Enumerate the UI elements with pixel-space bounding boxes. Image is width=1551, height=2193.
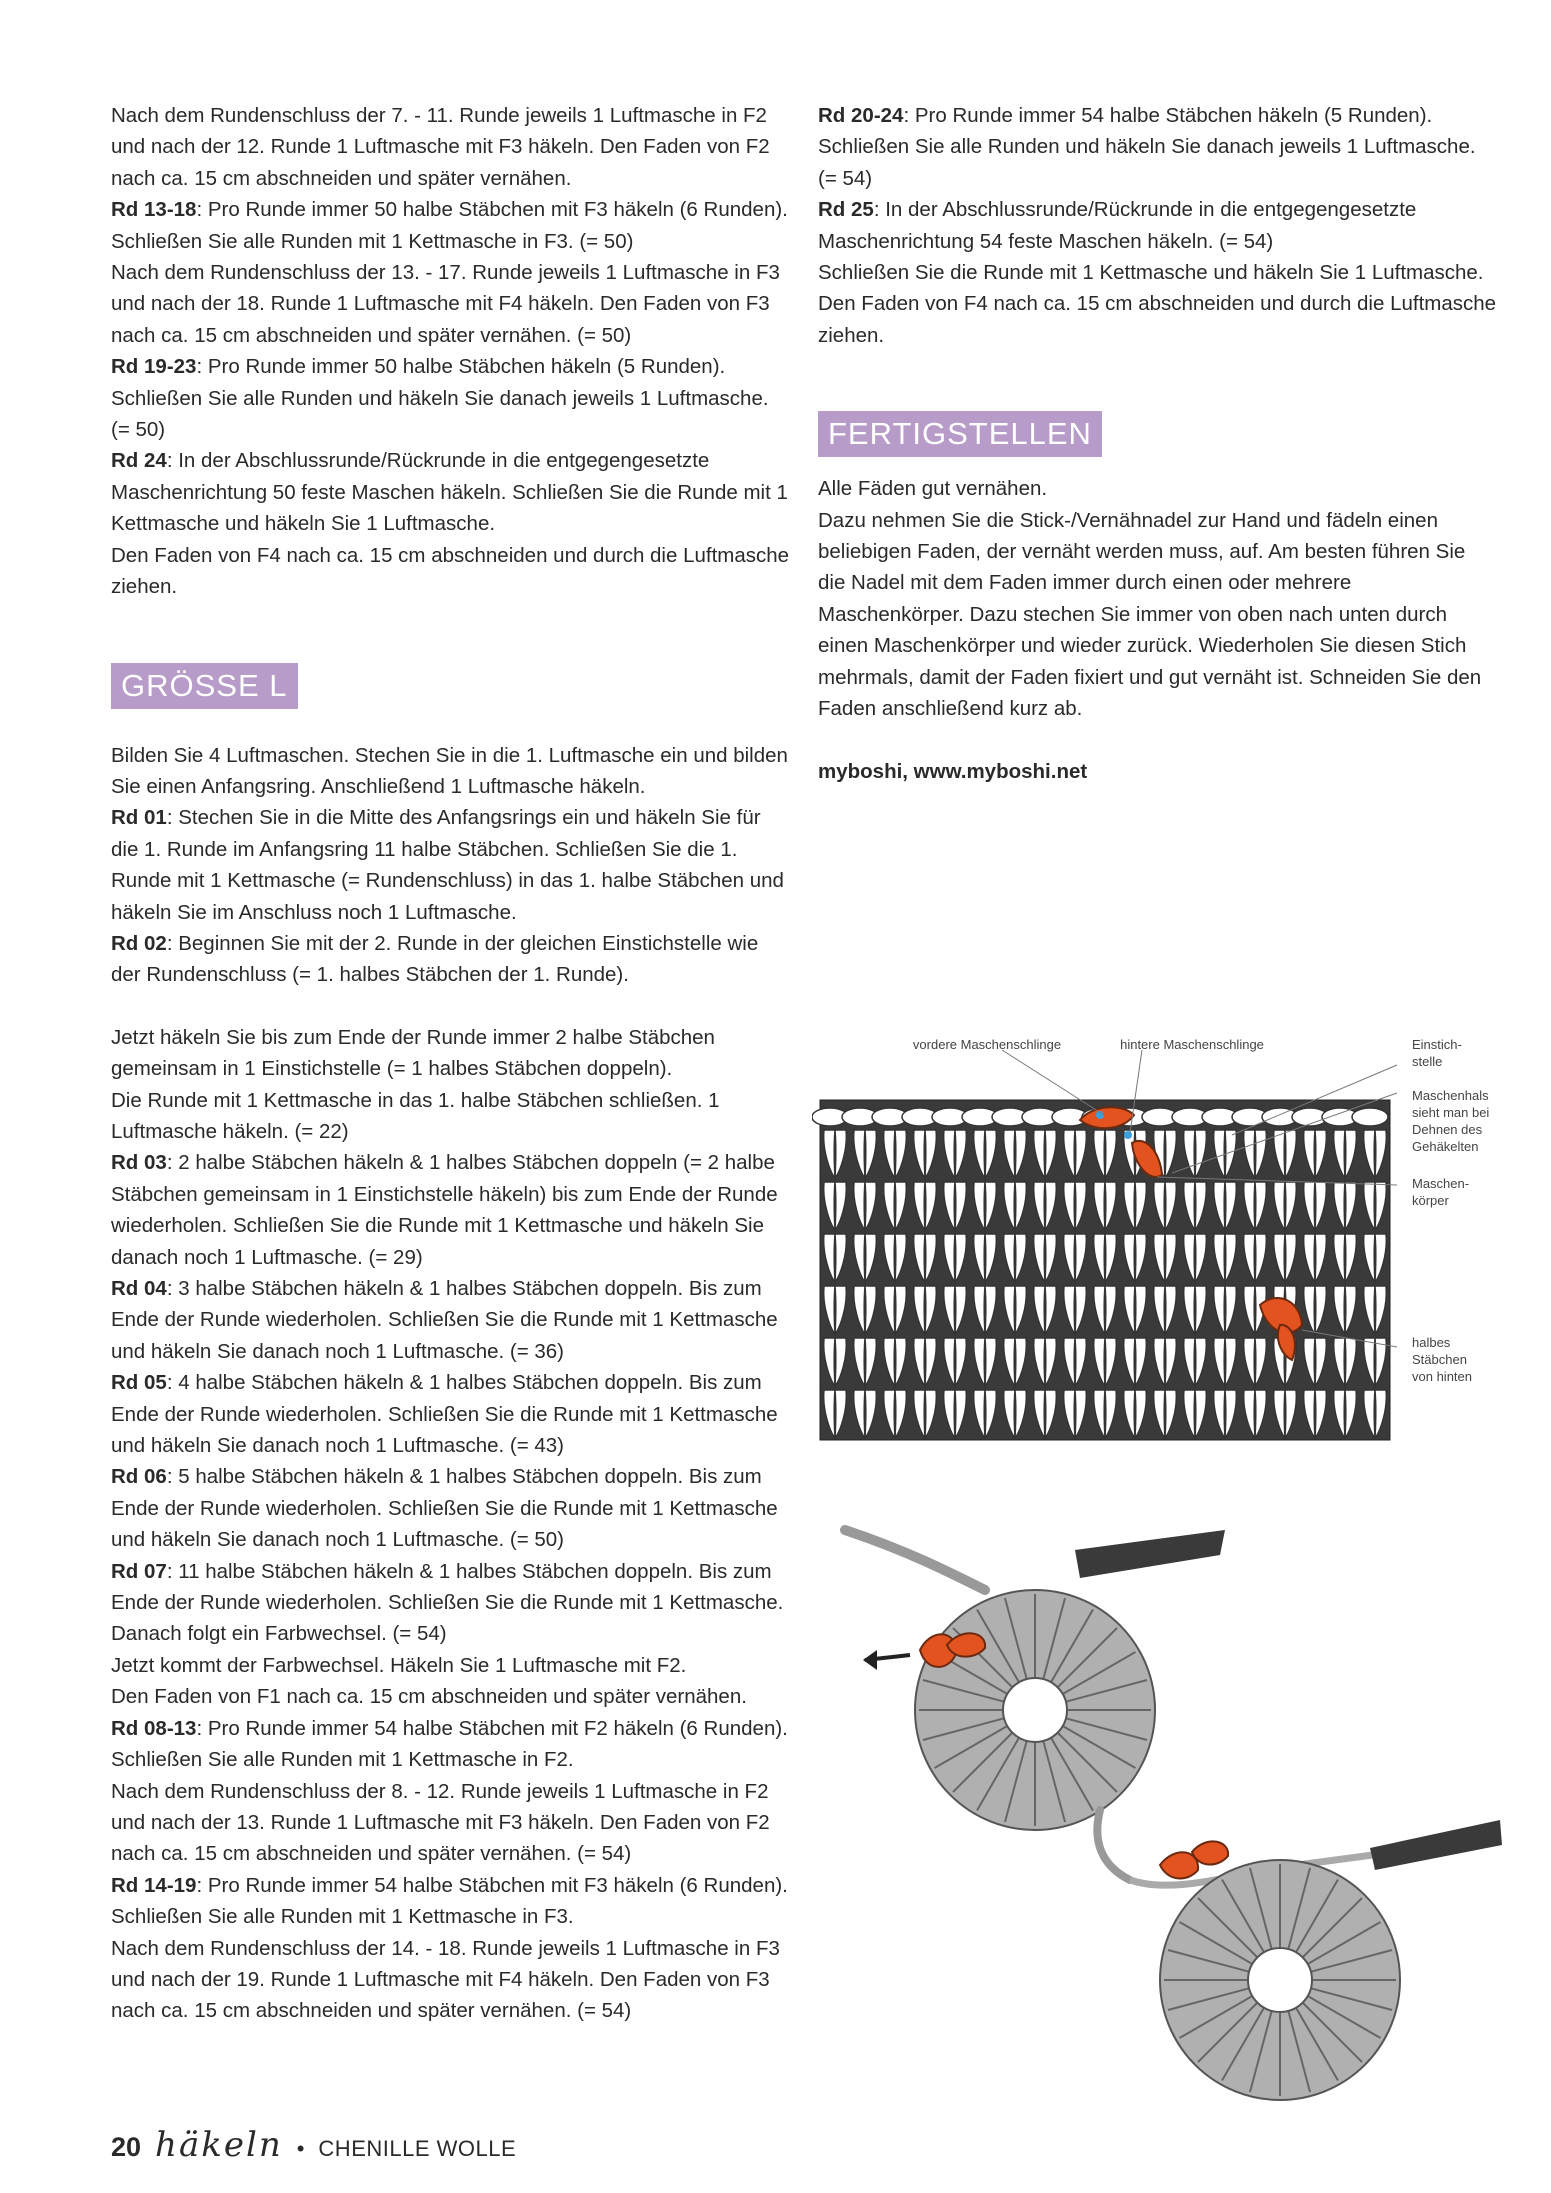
instruction-text [111, 1085, 791, 1148]
left-instructions-block-2 [111, 740, 791, 991]
row-text: : 5 halbe Stäbchen häkeln & 1 halbes Stäbchen doppeln. Bis zum Ende der Runde wiederholen. Schließen Sie die Runde mit 1 Kettmasche und häkeln Sie danach noch 1 Luftmasche. (= 50) [111, 1465, 778, 1552]
finishing-instructions [818, 473, 1498, 724]
row-text: : 11 halbe Stäbchen häkeln & 1 halbes Stäbchen doppeln. Bis zum Ende der Runde wiederholen. Schließen Sie die Runde mit 1 Kettmasche. Danach folgt ein Farbwechsel. (= 54) [111, 1559, 784, 1646]
instruction-text [818, 473, 1498, 504]
row-text: : Pro Runde immer 54 halbe Stäbchen mit F2 häkeln (6 Runden). Schließen Sie alle Runden mit 1 Kettmasche in F2. [111, 1716, 788, 1772]
row-text: : In der Abschlussrunde/Rückrunde in die entgegengesetzte Maschenrichtung 54 feste Maschen häkeln. (= 54) [818, 198, 1417, 253]
row-label: Rd 24 [111, 449, 167, 473]
label-body-1: Maschen- [1412, 1176, 1470, 1191]
row-text: Den Faden von F4 nach ca. 15 cm abschneiden und durch die Luftmasche ziehen. [111, 543, 790, 599]
row-label: Rd 04 [111, 1277, 167, 1300]
instruction-row [111, 802, 791, 928]
instruction-text [111, 1933, 791, 2027]
instruction-row [111, 1461, 791, 1555]
heading-finishing: FERTIGSTELLEN [818, 411, 1102, 457]
row-label: Rd 08-13 [111, 1716, 197, 1740]
instruction-text [111, 740, 791, 803]
row-text: Jetzt kommt der Farbwechsel. Häkeln Sie 1 Luftmasche mit F2. [111, 1653, 687, 1677]
label-body-2: körper [1412, 1193, 1449, 1208]
label-insert-2: stelle [1412, 1054, 1443, 1069]
arrow-icon [863, 1650, 877, 1670]
label-neck-1: Maschenhals [1412, 1088, 1489, 1103]
page-footer [111, 2125, 516, 2165]
stitch-grid [812, 1100, 1390, 1440]
row-label: Rd 01 [111, 806, 167, 830]
row-text: Nach dem Rundenschluss der 7. - 11. Runde jeweils 1 Luftmasche in F2 und nach der 12. Runde 1 Luftmasche mit F3 häkeln. Den Faden von F2 nach ca. 15 cm abschneiden und später vernähen. [111, 104, 770, 190]
right-column [818, 100, 1498, 787]
instruction-row [111, 445, 791, 539]
row-label: Rd 06 [111, 1465, 167, 1489]
label-neck-3: Dehnen des [1412, 1122, 1483, 1137]
page-number: 20 [111, 2132, 142, 2162]
label-insert-1: Einstich- [1412, 1037, 1462, 1052]
instruction-text [111, 1650, 791, 1681]
instruction-text [818, 288, 1498, 351]
row-text: : 4 halbe Stäbchen häkeln & 1 halbes Stäbchen doppeln. Bis zum Ende der Runde wiederholen. Schließen Sie die Runde mit 1 Kettmasche und häkeln Sie danach noch 1 Luftmasche. (= 43) [111, 1371, 778, 1458]
instruction-row [818, 194, 1498, 257]
row-label: Rd 02 [111, 931, 167, 955]
row-text: : 3 halbe Stäbchen häkeln & 1 halbes Stäbchen doppeln. Bis zum Ende der Runde wiederholen. Schließen Sie die Runde mit 1 Kettmasche und häkeln Sie danach noch 1 Luftmasche. (= 36) [111, 1277, 778, 1363]
instruction-row [111, 1147, 791, 1273]
crochet-ring-2 [1160, 1860, 1400, 2100]
row-text: Schließen Sie die Runde mit 1 Kettmasche und häkeln Sie 1 Luftmasche. [818, 261, 1484, 285]
row-text: : 2 halbe Stäbchen häkeln & 1 halbes Stäbchen doppeln (= 2 halbe Stäbchen gemeinsam in 1 Einstichstelle häkeln) bis zum Ende der Runde wiederholen. Schließen Sie die Runde mit 1 Kettmasche und häkeln Sie danach noch 1 Luftmasche. (= 29) [111, 1151, 778, 1269]
label-hdc-2: Stäbchen [1412, 1352, 1467, 1367]
instruction-row [111, 351, 791, 445]
brand-logo: häkeln [155, 2125, 283, 2165]
row-label: Rd 14-19 [111, 1873, 197, 1897]
right-instructions-block-1 [818, 100, 1498, 351]
row-text: : Pro Runde immer 54 halbe Stäbchen häkeln (5 Runden). Schließen Sie alle Runden und häkeln Sie danach jeweils 1 Luftmasche. (= 54) [818, 104, 1476, 190]
row-text: Nach dem Rundenschluss der 8. - 12. Runde jeweils 1 Luftmasche in F2 und nach der 13. Runde 1 Luftmasche mit F3 häkeln. Den Faden von F2 nach ca. 15 cm abschneiden und später vernähen. (= 54) [111, 1779, 770, 1866]
stitch-diagram [812, 1025, 1512, 1450]
instruction-text [818, 257, 1498, 288]
instruction-text [111, 100, 791, 194]
row-label: Rd 25 [818, 198, 874, 222]
instruction-text [111, 1776, 791, 1870]
credit-line: myboshi, www.myboshi.net [818, 759, 1088, 783]
row-text: : Stechen Sie in die Mitte des Anfangsrings ein und häkeln Sie für die 1. Runde im Anfangsring 11 halbe Stäbchen. Schließen Sie die 1. Runde mit 1 Kettmasche (= Rundenschluss) in das 1. halbe Stäbchen und häkeln Sie im Anschluss noch 1 Luftmasche. [111, 806, 784, 924]
row-text: Die Runde mit 1 Kettmasche in das 1. halbe Stäbchen schließen. 1 Luftmasche häkeln. (= 22) [111, 1088, 720, 1143]
row-text: : Pro Runde immer 50 halbe Stäbchen häkeln (5 Runden). Schließen Sie alle Runden und häkeln Sie danach jeweils 1 Luftmasche. (= 50) [111, 355, 769, 442]
row-text: Den Faden von F4 nach ca. 15 cm abschneiden und durch die Luftmasche ziehen. [818, 292, 1497, 347]
row-text: Den Faden von F1 nach ca. 15 cm abschneiden und später vernähen. [111, 1685, 747, 1709]
row-label: Rd 19-23 [111, 355, 197, 379]
heading-size-l: GRÖSSE L [111, 663, 298, 709]
instruction-row [111, 1273, 791, 1367]
row-label: Rd 20-24 [818, 104, 904, 127]
label-back-loop: hintere Maschenschlinge [1120, 1037, 1264, 1052]
instruction-text [818, 505, 1498, 725]
section-title: CHENILLE WOLLE [318, 2136, 517, 2161]
ring-illustration-2 [1080, 1790, 1520, 2120]
label-neck-4: Gehäkelten [1412, 1139, 1479, 1154]
row-text: : Beginnen Sie mit der 2. Runde in der gleichen Einstichstelle wie der Rundenschluss (= 1. halbes Stäbchen der 1. Runde). [111, 931, 759, 987]
label-hdc-1: halbes [1412, 1335, 1451, 1350]
row-label: Rd 05 [111, 1371, 167, 1395]
instruction-row [111, 1713, 791, 1776]
row-text: : Pro Runde immer 50 halbe Stäbchen mit F3 häkeln (6 Runden). Schließen Sie alle Runden mit 1 Kettmasche in F3. (= 50) [111, 198, 788, 253]
row-text: Nach dem Rundenschluss der 14. - 18. Runde jeweils 1 Luftmasche in F3 und nach der 19. Runde 1 Luftmasche mit F4 häkeln. Den Faden von F3 nach ca. 15 cm abschneiden und später vernähen. (= 54) [111, 1936, 780, 2023]
row-text: Nach dem Rundenschluss der 13. - 17. Runde jeweils 1 Luftmasche in F3 und nach der 18. Runde 1 Luftmasche mit F4 häkeln. Den Faden von F3 nach ca. 15 cm abschneiden und später vernähen. (= 50) [111, 261, 780, 347]
instruction-row [111, 1367, 791, 1461]
instruction-row [111, 928, 791, 991]
left-column [111, 100, 791, 2027]
footer-separator: • [296, 2136, 305, 2161]
row-label: Rd 13-18 [111, 198, 197, 222]
instruction-row [111, 1556, 791, 1650]
instruction-text [111, 1681, 791, 1712]
label-front-loop: vordere Maschenschlinge [912, 1037, 1062, 1052]
left-instructions-block-1 [111, 100, 791, 603]
row-text: Jetzt häkeln Sie bis zum Ende der Runde immer 2 halbe Stäbchen gemeinsam in 1 Einstichstelle (= 1 halbes Stäbchen doppeln). [111, 1025, 715, 1081]
row-text: : Pro Runde immer 54 halbe Stäbchen mit F3 häkeln (6 Runden). Schließen Sie alle Runden mit 1 Kettmasche in F3. [111, 1873, 788, 1929]
left-instructions-block-3 [111, 1022, 791, 2027]
instruction-text [111, 1022, 791, 1085]
row-text: Bilden Sie 4 Luftmaschen. Stechen Sie in die 1. Luftmasche ein und bilden Sie einen Anfangsring. Anschließend 1 Luftmasche häkeln. [111, 743, 788, 798]
label-hdc-3: von hinten [1412, 1369, 1472, 1384]
row-text: : In der Abschlussrunde/Rückrunde in die entgegengesetzte Maschenrichtung 50 feste Maschen häkeln. Schließen Sie die Runde mit 1 Kettmasche und häkeln Sie 1 Luftmasche. [111, 449, 788, 536]
stitch-loop [1352, 1108, 1388, 1126]
instruction-text [111, 540, 791, 603]
row-label: Rd 03 [111, 1151, 167, 1175]
instruction-row [111, 194, 791, 257]
instruction-row [111, 1870, 791, 1933]
row-label: Rd 07 [111, 1559, 167, 1583]
row-text: Dazu nehmen Sie die Stick-/Vernähnadel zur Hand und fädeln einen beliebigen Faden, der vernäht werden muss, auf. Am besten führen Sie die Nadel mit dem Faden immer durch einen oder mehrere Maschenkörper. Dazu stechen Sie immer von oben nach unten durch einen Maschenkörper und wieder zurück. Wiederholen Sie diesen Stich mehrmals, damit der Faden fixiert und gut vernäht ist. Schneiden Sie den Faden anschließend kurz ab. [818, 508, 1482, 721]
instruction-row [818, 100, 1498, 194]
row-text: Alle Fäden gut vernähen. [818, 477, 1048, 501]
instruction-text [111, 257, 791, 351]
label-neck-2: sieht man bei [1412, 1105, 1490, 1120]
